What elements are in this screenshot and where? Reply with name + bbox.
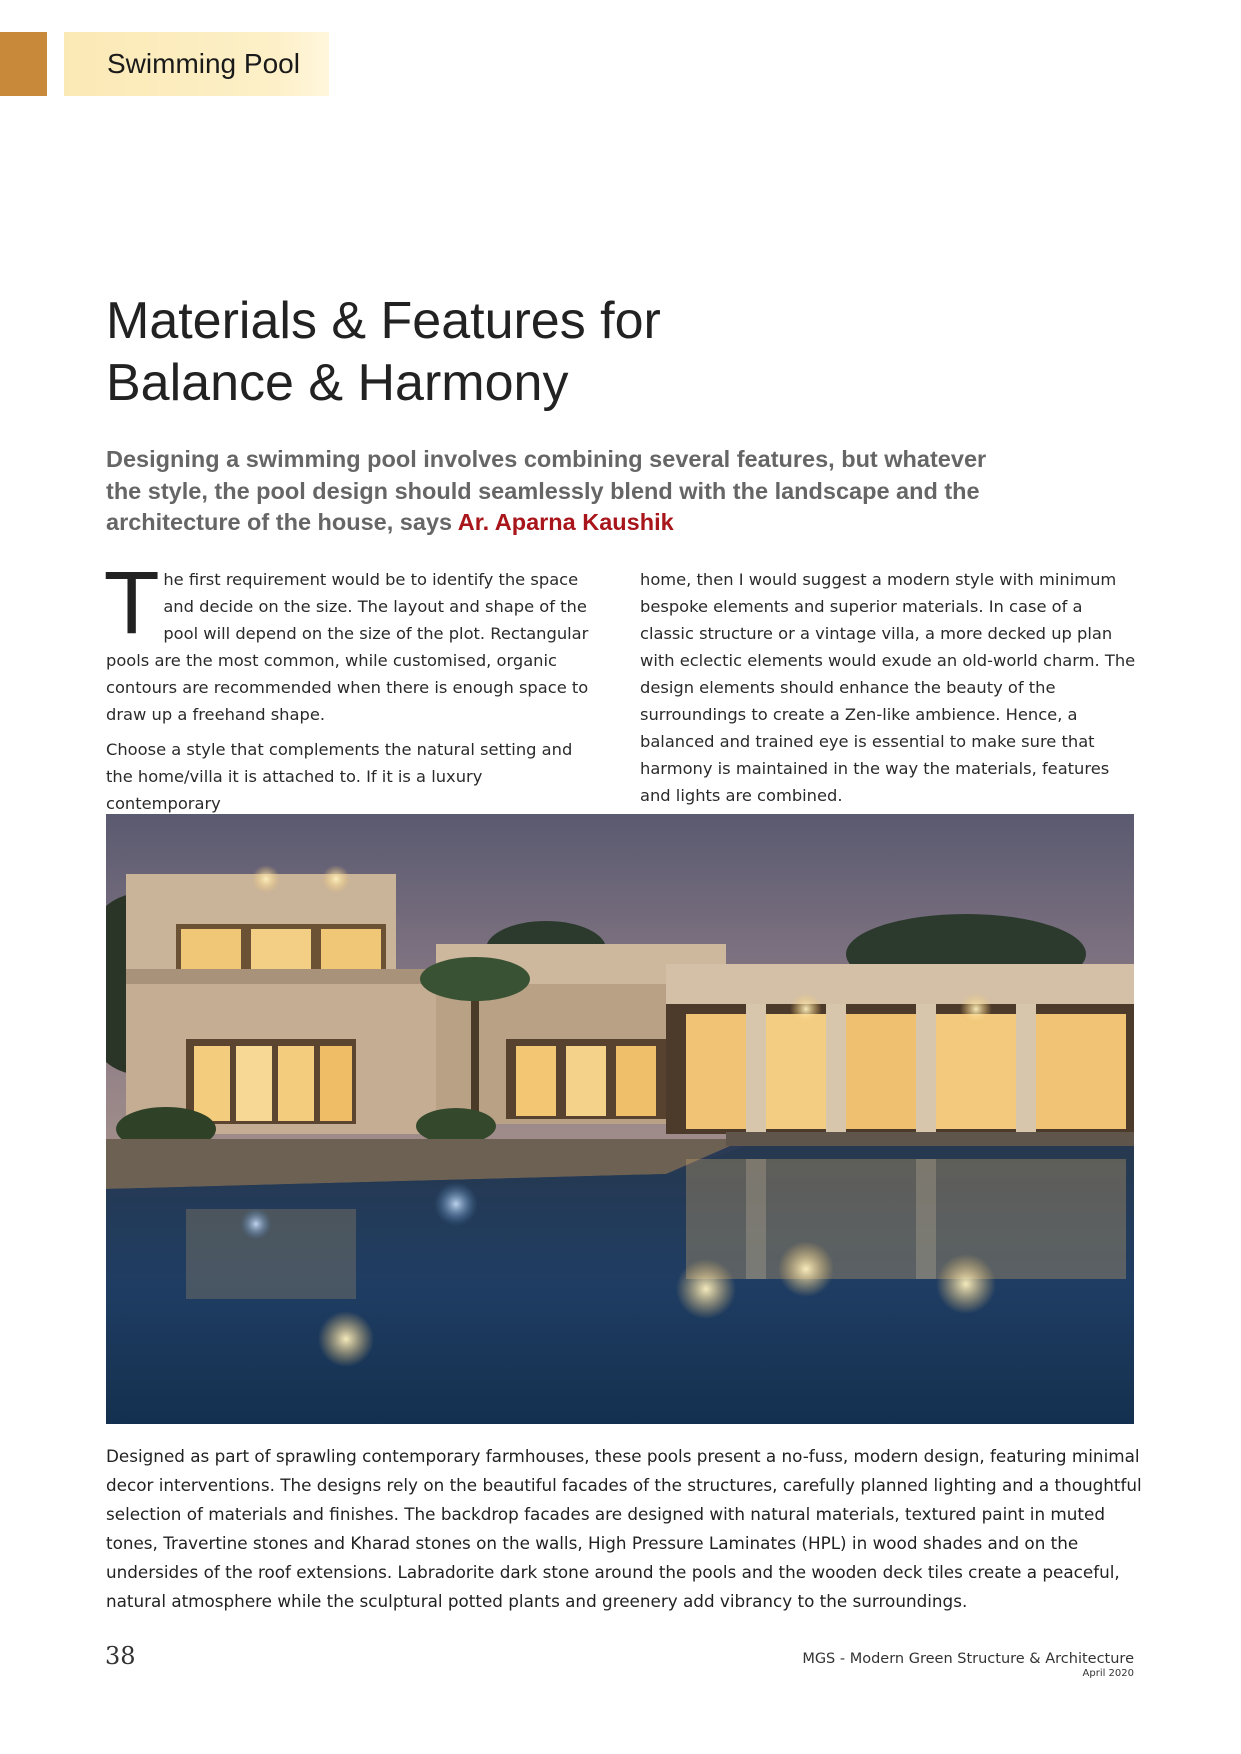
photo-caption: Designed as part of sprawling contemporary farmhouses, these pools present a no-fuss, modern design, featuring minimal decor interventions. The designs rely on the beautiful facades of the structures, carefully planned lighting and a thoughtful selection of materials and finishes. The backdrop facades are designed with natural materials, textured paint in muted tones, Travertine stones and Kharad stones on the walls, High Pressure Laminates (HPL) in wood shades and on the undersides of the roof extensions. Labradorite dark stone around the pools and the wooden deck tiles create a peaceful, natural atmosphere while the sculptural potted plants and greenery add vibrancy to the surroundings. [106,1446,1142,1611]
body-paragraph-3: home, then I would suggest a modern style with minimum bespoke elements and superior materials. In case of a classic structure or a vintage villa, a more decked up plan with eclectic elements would exude an old-world charm. The design elements should enhance the beauty of the surroundings to create a Zen-like ambience. Hence, a balanced and trained eye is essential to make sure that harmony is maintained in the way the materials, features and lights are combined. [640,570,1136,805]
section-label: Swimming Pool [64,32,329,96]
body-paragraph-2: Choose a style that complements the natural setting and the home/villa it is attached to. If it is a luxury contemporary [106,740,573,813]
issue-date: April 2020 [1082,1668,1134,1679]
body-column-right [640,566,1140,817]
drop-cap: T [106,555,158,653]
publication-name: MGS - Modern Green Structure & Architecture [802,1651,1134,1667]
article-title-line-1: Materials & Features for [106,292,661,350]
article-title-line-2: Balance & Harmony [106,354,569,412]
body-paragraph-1-text: he first requirement would be to identify the space and decide on the size. The layout and shape of the pool will depend on the size of the plot. Rectangular pools are the most common, while customised, organic contours are recommended when there is enough space to draw up a freehand shape. [106,570,589,724]
body-paragraph-1 [106,555,596,728]
pool-villa-photo [106,814,1134,1424]
standfirst-text: Designing a swimming pool involves combining several features, but whatever the style, the pool design should seamlessly blend with the landscape and the architecture of the house, says [106,446,987,535]
body-column-left [106,555,596,825]
footer-brand [802,1650,1134,1680]
page-number: 38 [105,1642,136,1670]
article-title [106,290,1006,414]
pool-villa-illustration [106,814,1134,1424]
article-standfirst [106,444,1006,539]
author-byline: Ar. Aparna Kaushik [457,509,674,535]
section-tab-accent [0,32,47,96]
